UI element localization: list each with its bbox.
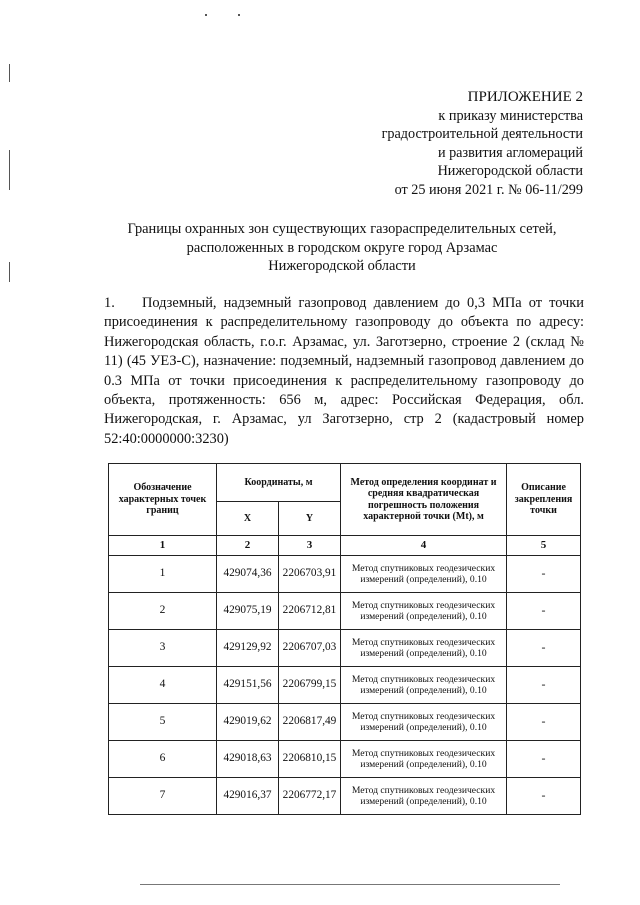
point-number: 7 bbox=[109, 778, 217, 815]
table-row bbox=[109, 630, 581, 667]
appendix-line: к приказу министерства bbox=[438, 107, 583, 124]
coord-y: 2206707,03 bbox=[279, 630, 341, 667]
header-points: Обозначение характерных точек границ bbox=[109, 464, 217, 536]
coord-x: 429151,56 bbox=[217, 667, 279, 704]
heading-line: Нижегородской области bbox=[268, 258, 416, 275]
method-text: Метод спутниковых геодезических измерений (определений), 0.10 bbox=[341, 704, 507, 741]
scan-artifact bbox=[9, 262, 10, 282]
paragraph-number: 1. bbox=[104, 295, 115, 311]
point-number: 3 bbox=[109, 630, 217, 667]
coord-x: 429075,19 bbox=[217, 593, 279, 630]
point-description: - bbox=[507, 741, 581, 778]
scan-artifact bbox=[9, 150, 10, 190]
appendix-block bbox=[283, 88, 583, 200]
header-description: Описание закрепления точки bbox=[507, 464, 581, 536]
coord-x: 429016,37 bbox=[217, 778, 279, 815]
page-bottom-rule bbox=[140, 884, 560, 885]
coord-x: 429019,62 bbox=[217, 704, 279, 741]
coord-y: 2206712,81 bbox=[279, 593, 341, 630]
method-text: Метод спутниковых геодезических измерений (определений), 0.10 bbox=[341, 556, 507, 593]
method-text: Метод спутниковых геодезических измерений (определений), 0.10 bbox=[341, 593, 507, 630]
method-text: Метод спутниковых геодезических измерений (определений), 0.10 bbox=[341, 630, 507, 667]
table-row bbox=[109, 556, 581, 593]
header-coordinates: Координаты, м bbox=[217, 464, 341, 502]
paragraph-text: Подземный, надземный газопровод давлением до 0,3 МПа от точки присоединения к распределительному газопроводу до объекта по адресу: Нижегородская область, г.о.г. Арзамас, ул. Заготзерно, строение 2 (склад № 11) (45 УЕЗ-С), назначение: подземный, надземный газопровод давлением до 0.3 МПа от точки присоединения к распределительному газопроводу до объекта, протяженность: 656 м, адрес: Российская Федерация, обл. Нижегородская, г. Арзамас, ул Заготзерно, стр 2 (кадастровый номер 52:40:0000000:3230) bbox=[104, 295, 584, 447]
method-text: Метод спутниковых геодезических измерений (определений), 0.10 bbox=[341, 667, 507, 704]
point-description: - bbox=[507, 630, 581, 667]
appendix-title: ПРИЛОЖЕНИЕ 2 bbox=[467, 89, 583, 105]
point-description: - bbox=[507, 556, 581, 593]
point-description: - bbox=[507, 778, 581, 815]
method-text: Метод спутниковых геодезических измерений (определений), 0.10 bbox=[341, 741, 507, 778]
method-text: Метод спутниковых геодезических измерений (определений), 0.10 bbox=[341, 778, 507, 815]
coord-x: 429074,36 bbox=[217, 556, 279, 593]
point-description: - bbox=[507, 667, 581, 704]
coord-y: 2206703,91 bbox=[279, 556, 341, 593]
column-number: 1 bbox=[109, 536, 217, 556]
point-number: 1 bbox=[109, 556, 217, 593]
coord-x: 429129,92 bbox=[217, 630, 279, 667]
column-number: 3 bbox=[279, 536, 341, 556]
point-number: 4 bbox=[109, 667, 217, 704]
point-number: 5 bbox=[109, 704, 217, 741]
scan-artifact bbox=[205, 14, 207, 16]
scan-artifact bbox=[238, 14, 240, 16]
object-description bbox=[104, 294, 584, 449]
column-number: 4 bbox=[341, 536, 507, 556]
coord-x: 429018,63 bbox=[217, 741, 279, 778]
coord-y: 2206772,17 bbox=[279, 778, 341, 815]
table-row bbox=[109, 593, 581, 630]
column-number: 2 bbox=[217, 536, 279, 556]
table-row bbox=[109, 778, 581, 815]
column-number-row bbox=[109, 536, 581, 556]
heading-line: Границы охранных зон существующих газораспределительных сетей, bbox=[127, 221, 557, 237]
coord-y: 2206799,15 bbox=[279, 667, 341, 704]
header-y: Y bbox=[279, 502, 341, 536]
table-row bbox=[109, 704, 581, 741]
column-number: 5 bbox=[507, 536, 581, 556]
appendix-line: и развития агломераций bbox=[437, 144, 583, 161]
point-description: - bbox=[507, 593, 581, 630]
boundary-points-table bbox=[108, 463, 581, 815]
point-number: 6 bbox=[109, 741, 217, 778]
appendix-line: градостроительной деятельности bbox=[381, 126, 583, 143]
point-description: - bbox=[507, 704, 581, 741]
document-heading bbox=[100, 220, 584, 276]
coord-y: 2206810,15 bbox=[279, 741, 341, 778]
coord-y: 2206817,49 bbox=[279, 704, 341, 741]
appendix-line: Нижегородской области bbox=[437, 163, 583, 180]
table-row bbox=[109, 741, 581, 778]
table-row bbox=[109, 667, 581, 704]
header-x: X bbox=[217, 502, 279, 536]
heading-line: расположенных в городском округе город Арзамас bbox=[186, 239, 498, 256]
appendix-line: от 25 июня 2021 г. № 06-11/299 bbox=[394, 181, 583, 198]
point-number: 2 bbox=[109, 593, 217, 630]
scan-artifact bbox=[9, 64, 10, 82]
header-method: Метод определения координат и средняя квадратическая погрешность положения характерной точки (Mt), м bbox=[341, 464, 507, 536]
